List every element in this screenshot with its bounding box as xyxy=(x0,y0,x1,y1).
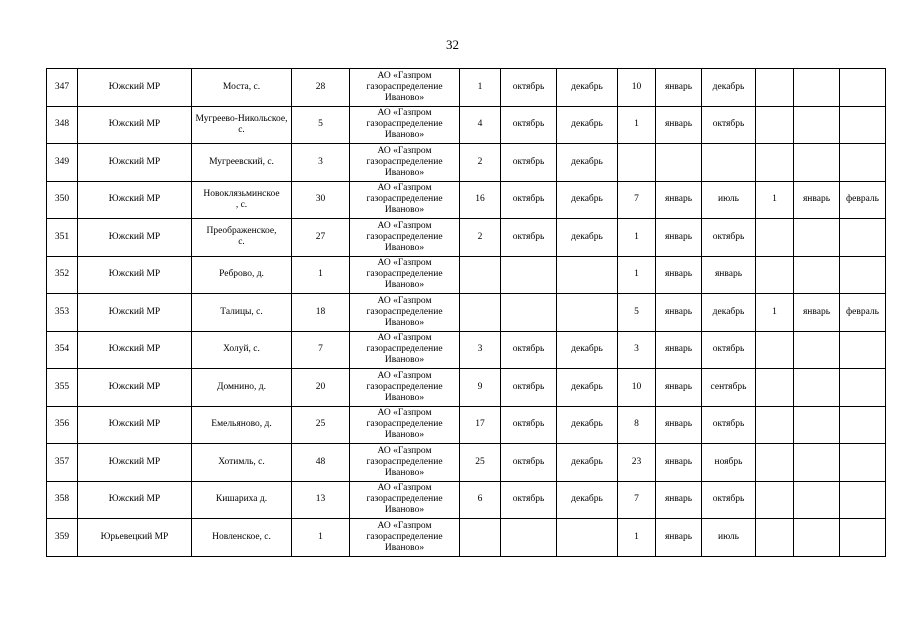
stage2-end-month-cell xyxy=(702,144,756,182)
stage1-start-month-cell xyxy=(501,294,557,332)
stage1-end-month-cell: декабрь xyxy=(557,181,618,219)
gasification-schedule-table xyxy=(46,68,886,557)
count-cell: 20 xyxy=(292,369,350,407)
stage1-quantity-cell: 25 xyxy=(460,444,501,482)
organization-cell: АО «Газпром газораспределение Иваново» xyxy=(350,481,460,519)
settlement-cell: Холуй, с. xyxy=(192,331,292,369)
stage1-end-month-cell: декабрь xyxy=(557,331,618,369)
table-row xyxy=(47,331,886,369)
count-cell: 7 xyxy=(292,331,350,369)
stage2-quantity-cell: 10 xyxy=(618,369,656,407)
count-cell: 27 xyxy=(292,219,350,257)
district-cell: Южский МР xyxy=(78,219,192,257)
stage1-start-month-cell: октябрь xyxy=(501,181,557,219)
row-number-cell: 359 xyxy=(47,519,78,557)
district-cell: Южский МР xyxy=(78,406,192,444)
settlement-cell: Емельяново, д. xyxy=(192,406,292,444)
stage1-start-month-cell xyxy=(501,519,557,557)
stage1-start-month-cell: октябрь xyxy=(501,331,557,369)
stage2-end-month-cell: июль xyxy=(702,181,756,219)
settlement-cell: Мугреево-Никольское, с. xyxy=(192,106,292,144)
settlement-cell: Талицы, с. xyxy=(192,294,292,332)
stage1-quantity-cell: 2 xyxy=(460,219,501,257)
row-number-cell: 350 xyxy=(47,181,78,219)
stage1-quantity-cell: 2 xyxy=(460,144,501,182)
stage2-start-month-cell xyxy=(656,144,702,182)
table-row xyxy=(47,106,886,144)
row-number-cell: 351 xyxy=(47,219,78,257)
organization-cell: АО «Газпром газораспределение Иваново» xyxy=(350,369,460,407)
count-cell: 13 xyxy=(292,481,350,519)
district-cell: Южский МР xyxy=(78,144,192,182)
stage3-end-month-cell xyxy=(840,331,886,369)
stage3-end-month-cell: февраль xyxy=(840,181,886,219)
organization-cell: АО «Газпром газораспределение Иваново» xyxy=(350,256,460,294)
stage1-end-month-cell: декабрь xyxy=(557,481,618,519)
stage2-quantity-cell: 8 xyxy=(618,406,656,444)
district-cell: Южский МР xyxy=(78,181,192,219)
stage2-end-month-cell: октябрь xyxy=(702,219,756,257)
district-cell: Южский МР xyxy=(78,369,192,407)
row-number-cell: 354 xyxy=(47,331,78,369)
row-number-cell: 353 xyxy=(47,294,78,332)
stage3-quantity-cell: 1 xyxy=(756,294,794,332)
stage3-start-month-cell: январь xyxy=(794,294,840,332)
stage2-start-month-cell: январь xyxy=(656,481,702,519)
table-row xyxy=(47,481,886,519)
organization-cell: АО «Газпром газораспределение Иваново» xyxy=(350,106,460,144)
district-cell: Южский МР xyxy=(78,256,192,294)
stage2-start-month-cell: январь xyxy=(656,406,702,444)
stage2-quantity-cell: 23 xyxy=(618,444,656,482)
settlement-cell: Новленское, с. xyxy=(192,519,292,557)
stage1-start-month-cell: октябрь xyxy=(501,106,557,144)
stage3-end-month-cell xyxy=(840,144,886,182)
stage3-end-month-cell xyxy=(840,69,886,107)
stage1-end-month-cell: декабрь xyxy=(557,444,618,482)
stage1-end-month-cell xyxy=(557,256,618,294)
organization-cell: АО «Газпром газораспределение Иваново» xyxy=(350,144,460,182)
stage3-end-month-cell xyxy=(840,256,886,294)
stage2-end-month-cell: ноябрь xyxy=(702,444,756,482)
settlement-cell: Мугреевский, с. xyxy=(192,144,292,182)
stage1-start-month-cell: октябрь xyxy=(501,406,557,444)
row-number-cell: 356 xyxy=(47,406,78,444)
stage1-quantity-cell xyxy=(460,519,501,557)
organization-cell: АО «Газпром газораспределение Иваново» xyxy=(350,519,460,557)
stage2-start-month-cell: январь xyxy=(656,219,702,257)
stage1-quantity-cell: 17 xyxy=(460,406,501,444)
settlement-cell: Кишариха д. xyxy=(192,481,292,519)
stage3-start-month-cell: январь xyxy=(794,181,840,219)
stage3-end-month-cell xyxy=(840,106,886,144)
district-cell: Южский МР xyxy=(78,481,192,519)
stage2-quantity-cell xyxy=(618,144,656,182)
count-cell: 3 xyxy=(292,144,350,182)
count-cell: 1 xyxy=(292,256,350,294)
stage3-end-month-cell: февраль xyxy=(840,294,886,332)
count-cell: 1 xyxy=(292,519,350,557)
stage3-end-month-cell xyxy=(840,481,886,519)
table-row xyxy=(47,219,886,257)
count-cell: 30 xyxy=(292,181,350,219)
district-cell: Южский МР xyxy=(78,331,192,369)
stage1-start-month-cell: октябрь xyxy=(501,481,557,519)
stage3-start-month-cell xyxy=(794,369,840,407)
district-cell: Южский МР xyxy=(78,294,192,332)
stage2-end-month-cell: сентябрь xyxy=(702,369,756,407)
stage2-end-month-cell: июль xyxy=(702,519,756,557)
table-row xyxy=(47,444,886,482)
stage2-quantity-cell: 7 xyxy=(618,181,656,219)
count-cell: 48 xyxy=(292,444,350,482)
stage3-start-month-cell xyxy=(794,144,840,182)
stage1-start-month-cell xyxy=(501,256,557,294)
stage3-start-month-cell xyxy=(794,331,840,369)
stage3-end-month-cell xyxy=(840,219,886,257)
stage1-start-month-cell: октябрь xyxy=(501,144,557,182)
organization-cell: АО «Газпром газораспределение Иваново» xyxy=(350,69,460,107)
stage2-start-month-cell: январь xyxy=(656,331,702,369)
stage2-quantity-cell: 7 xyxy=(618,481,656,519)
organization-cell: АО «Газпром газораспределение Иваново» xyxy=(350,444,460,482)
stage3-end-month-cell xyxy=(840,369,886,407)
stage3-quantity-cell xyxy=(756,144,794,182)
settlement-cell: Преображенское, с. xyxy=(192,219,292,257)
stage1-end-month-cell: декабрь xyxy=(557,106,618,144)
stage2-quantity-cell: 1 xyxy=(618,219,656,257)
stage2-quantity-cell: 3 xyxy=(618,331,656,369)
table-row xyxy=(47,519,886,557)
stage3-start-month-cell xyxy=(794,219,840,257)
row-number-cell: 347 xyxy=(47,69,78,107)
stage2-end-month-cell: январь xyxy=(702,256,756,294)
stage2-end-month-cell: октябрь xyxy=(702,481,756,519)
table-row xyxy=(47,369,886,407)
settlement-cell: Моста, с. xyxy=(192,69,292,107)
stage2-start-month-cell: январь xyxy=(656,519,702,557)
table-row xyxy=(47,406,886,444)
count-cell: 5 xyxy=(292,106,350,144)
stage2-start-month-cell: январь xyxy=(656,256,702,294)
stage2-start-month-cell: январь xyxy=(656,106,702,144)
stage3-quantity-cell xyxy=(756,256,794,294)
row-number-cell: 355 xyxy=(47,369,78,407)
stage1-quantity-cell: 16 xyxy=(460,181,501,219)
stage3-start-month-cell xyxy=(794,519,840,557)
settlement-cell: Домнино, д. xyxy=(192,369,292,407)
stage2-quantity-cell: 5 xyxy=(618,294,656,332)
stage3-quantity-cell xyxy=(756,106,794,144)
stage3-start-month-cell xyxy=(794,481,840,519)
organization-cell: АО «Газпром газораспределение Иваново» xyxy=(350,181,460,219)
stage1-end-month-cell: декабрь xyxy=(557,219,618,257)
stage2-start-month-cell: январь xyxy=(656,444,702,482)
stage3-start-month-cell xyxy=(794,444,840,482)
stage1-end-month-cell: декабрь xyxy=(557,69,618,107)
stage3-end-month-cell xyxy=(840,519,886,557)
table-row xyxy=(47,69,886,107)
table-row xyxy=(47,294,886,332)
count-cell: 18 xyxy=(292,294,350,332)
stage3-start-month-cell xyxy=(794,106,840,144)
district-cell: Южский МР xyxy=(78,69,192,107)
stage2-start-month-cell: январь xyxy=(656,369,702,407)
settlement-cell: Новоклязьминское , с. xyxy=(192,181,292,219)
organization-cell: АО «Газпром газораспределение Иваново» xyxy=(350,331,460,369)
stage1-quantity-cell xyxy=(460,294,501,332)
stage3-end-month-cell xyxy=(840,406,886,444)
stage1-start-month-cell: октябрь xyxy=(501,219,557,257)
stage1-start-month-cell: октябрь xyxy=(501,369,557,407)
stage2-quantity-cell: 10 xyxy=(618,69,656,107)
stage1-end-month-cell xyxy=(557,294,618,332)
count-cell: 25 xyxy=(292,406,350,444)
stage1-end-month-cell: декабрь xyxy=(557,144,618,182)
stage1-quantity-cell: 1 xyxy=(460,69,501,107)
stage2-start-month-cell: январь xyxy=(656,69,702,107)
organization-cell: АО «Газпром газораспределение Иваново» xyxy=(350,294,460,332)
organization-cell: АО «Газпром газораспределение Иваново» xyxy=(350,406,460,444)
table-row xyxy=(47,144,886,182)
organization-cell: АО «Газпром газораспределение Иваново» xyxy=(350,219,460,257)
page-number: 32 xyxy=(446,37,459,52)
stage2-end-month-cell: октябрь xyxy=(702,331,756,369)
count-cell: 28 xyxy=(292,69,350,107)
stage3-start-month-cell xyxy=(794,256,840,294)
stage2-quantity-cell: 1 xyxy=(618,519,656,557)
row-number-cell: 352 xyxy=(47,256,78,294)
district-cell: Южский МР xyxy=(78,106,192,144)
stage3-quantity-cell: 1 xyxy=(756,181,794,219)
stage3-quantity-cell xyxy=(756,444,794,482)
table-body xyxy=(47,69,886,557)
district-cell: Юрьевецкий МР xyxy=(78,519,192,557)
settlement-cell: Реброво, д. xyxy=(192,256,292,294)
stage1-quantity-cell: 9 xyxy=(460,369,501,407)
stage1-end-month-cell: декабрь xyxy=(557,369,618,407)
table-row xyxy=(47,181,886,219)
stage3-quantity-cell xyxy=(756,369,794,407)
stage1-start-month-cell: октябрь xyxy=(501,444,557,482)
stage1-quantity-cell xyxy=(460,256,501,294)
stage1-quantity-cell: 3 xyxy=(460,331,501,369)
stage3-quantity-cell xyxy=(756,331,794,369)
stage1-quantity-cell: 4 xyxy=(460,106,501,144)
stage2-quantity-cell: 1 xyxy=(618,256,656,294)
district-cell: Южский МР xyxy=(78,444,192,482)
stage2-start-month-cell: январь xyxy=(656,181,702,219)
stage3-quantity-cell xyxy=(756,69,794,107)
settlement-cell: Хотимль, с. xyxy=(192,444,292,482)
row-number-cell: 348 xyxy=(47,106,78,144)
stage3-end-month-cell xyxy=(840,444,886,482)
table-row xyxy=(47,256,886,294)
stage1-quantity-cell: 6 xyxy=(460,481,501,519)
stage2-end-month-cell: октябрь xyxy=(702,406,756,444)
stage1-end-month-cell: декабрь xyxy=(557,406,618,444)
stage3-quantity-cell xyxy=(756,519,794,557)
row-number-cell: 349 xyxy=(47,144,78,182)
stage3-start-month-cell xyxy=(794,406,840,444)
row-number-cell: 358 xyxy=(47,481,78,519)
stage2-start-month-cell: январь xyxy=(656,294,702,332)
stage2-end-month-cell: декабрь xyxy=(702,69,756,107)
row-number-cell: 357 xyxy=(47,444,78,482)
stage1-start-month-cell: октябрь xyxy=(501,69,557,107)
stage3-quantity-cell xyxy=(756,406,794,444)
stage2-quantity-cell: 1 xyxy=(618,106,656,144)
stage3-quantity-cell xyxy=(756,219,794,257)
stage3-start-month-cell xyxy=(794,69,840,107)
stage2-end-month-cell: декабрь xyxy=(702,294,756,332)
stage1-end-month-cell xyxy=(557,519,618,557)
stage2-end-month-cell: октябрь xyxy=(702,106,756,144)
stage3-quantity-cell xyxy=(756,481,794,519)
